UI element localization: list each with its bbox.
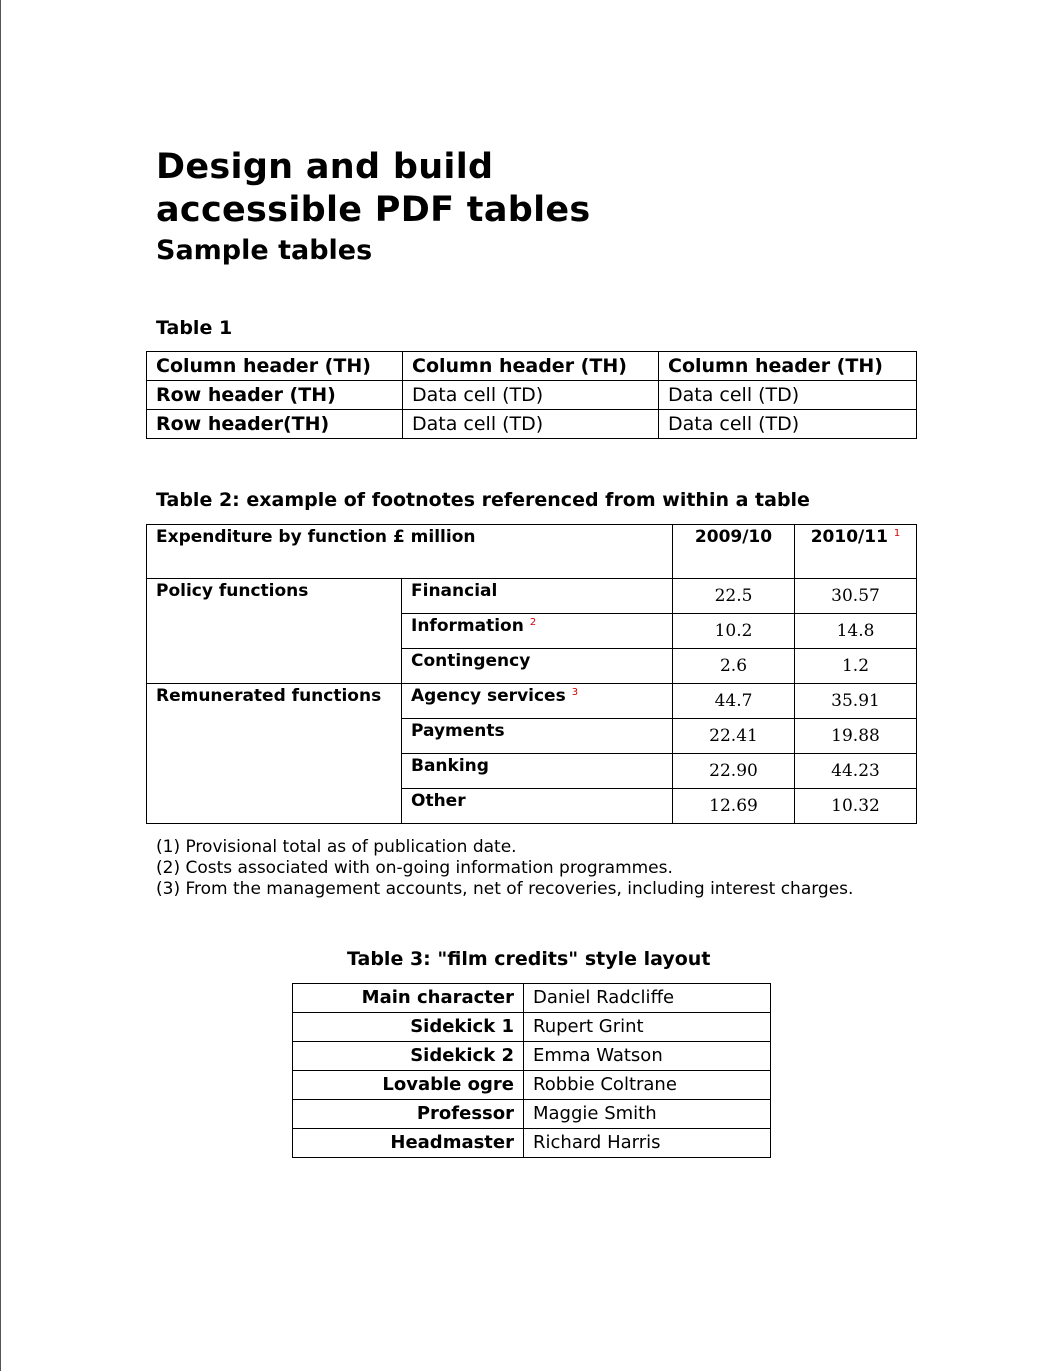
- table-row: [293, 1013, 771, 1042]
- table3-name: Daniel Radcliffe: [524, 984, 771, 1013]
- table3-role: Professor: [293, 1100, 524, 1129]
- table2-caption: Table 2: example of footnotes referenced from within a table: [156, 489, 810, 511]
- table2-row-label-cell: [402, 614, 673, 649]
- table3-role: Headmaster: [293, 1129, 524, 1158]
- table3-name: Robbie Coltrane: [524, 1071, 771, 1100]
- table3-role: Lovable ogre: [293, 1071, 524, 1100]
- table1-data-cell: Data cell (TD): [403, 381, 659, 410]
- table2-value: 22.90: [673, 754, 795, 789]
- table2-value: 44.23: [795, 754, 917, 789]
- table2-value: 12.69: [673, 789, 795, 824]
- page-edge: [0, 0, 1, 1371]
- title-line-1: Design and build: [156, 147, 494, 187]
- table3-role: Sidekick 2: [293, 1042, 524, 1071]
- table2-group-header: Remunerated functions: [147, 684, 402, 824]
- table-row: [293, 984, 771, 1013]
- table-row: [293, 1100, 771, 1129]
- table1-data-cell: Data cell (TD): [403, 410, 659, 439]
- footnote: (2) Costs associated with on-going information programmes.: [156, 858, 673, 878]
- table-row: [293, 1042, 771, 1071]
- table1-col-header: Column header (TH): [659, 352, 917, 381]
- table1-header-row: [147, 352, 917, 381]
- table1-row-header: Row header (TH): [147, 381, 403, 410]
- table1-data-cell: Data cell (TD): [659, 381, 917, 410]
- table2-row-label: Payments: [402, 719, 673, 754]
- table3-name: Maggie Smith: [524, 1100, 771, 1129]
- title-line-2: accessible PDF tables: [156, 190, 591, 230]
- table2-value: 35.91: [795, 684, 917, 719]
- table2-header-row: [147, 525, 917, 579]
- table-row: [147, 410, 917, 439]
- table2-row-label: Contingency: [402, 649, 673, 684]
- table2-value: 22.41: [673, 719, 795, 754]
- table-row: [147, 381, 917, 410]
- table-row: [293, 1071, 771, 1100]
- table2-year-header: [795, 525, 917, 579]
- table3-name: Emma Watson: [524, 1042, 771, 1071]
- table2-value: 22.5: [673, 579, 795, 614]
- footnote: (3) From the management accounts, net of recoveries, including interest charges.: [156, 879, 854, 899]
- table-row: [147, 579, 917, 614]
- table2-row-label: Information: [411, 616, 524, 636]
- table2: [146, 524, 917, 824]
- table2-row-label: Agency services: [411, 686, 566, 706]
- table-row: [293, 1129, 771, 1158]
- table1-row-header: Row header(TH): [147, 410, 403, 439]
- table3-name: Richard Harris: [524, 1129, 771, 1158]
- table2-year-header: 2009/10: [673, 525, 795, 579]
- table2-value: 10.32: [795, 789, 917, 824]
- table1-data-cell: Data cell (TD): [659, 410, 917, 439]
- table2-value: 10.2: [673, 614, 795, 649]
- table2-row-label: Financial: [402, 579, 673, 614]
- table2-value: 14.8: [795, 614, 917, 649]
- table2-row-label: Other: [402, 789, 673, 824]
- footnote: (1) Provisional total as of publication date.: [156, 837, 517, 857]
- table3-name: Rupert Grint: [524, 1013, 771, 1042]
- table2-value: 19.88: [795, 719, 917, 754]
- footnotes: [156, 837, 853, 900]
- table2-row-label-cell: [402, 684, 673, 719]
- table2-header-label: Expenditure by function £ million: [147, 525, 673, 579]
- table3-caption: Table 3: "film credits" style layout: [347, 948, 711, 970]
- table2-value: 1.2: [795, 649, 917, 684]
- table2-year-label: 2010/11: [810, 527, 888, 547]
- footnote-marker[interactable]: 2: [529, 617, 537, 628]
- table2-row-label: Banking: [402, 754, 673, 789]
- table2-group-header: Policy functions: [147, 579, 402, 684]
- table1: [146, 351, 917, 439]
- table3-role: Main character: [293, 984, 524, 1013]
- table2-value: 2.6: [673, 649, 795, 684]
- table2-value: 30.57: [795, 579, 917, 614]
- table3-role: Sidekick 1: [293, 1013, 524, 1042]
- footnote-marker[interactable]: 1: [893, 528, 901, 539]
- document-title: [156, 146, 591, 232]
- table3: [292, 983, 771, 1158]
- table2-value: 44.7: [673, 684, 795, 719]
- table-row: [147, 684, 917, 719]
- table1-col-header: Column header (TH): [147, 352, 403, 381]
- table1-caption: Table 1: [156, 317, 233, 339]
- table1-col-header: Column header (TH): [403, 352, 659, 381]
- footnote-marker[interactable]: 3: [571, 687, 579, 698]
- document-subtitle: Sample tables: [156, 235, 373, 266]
